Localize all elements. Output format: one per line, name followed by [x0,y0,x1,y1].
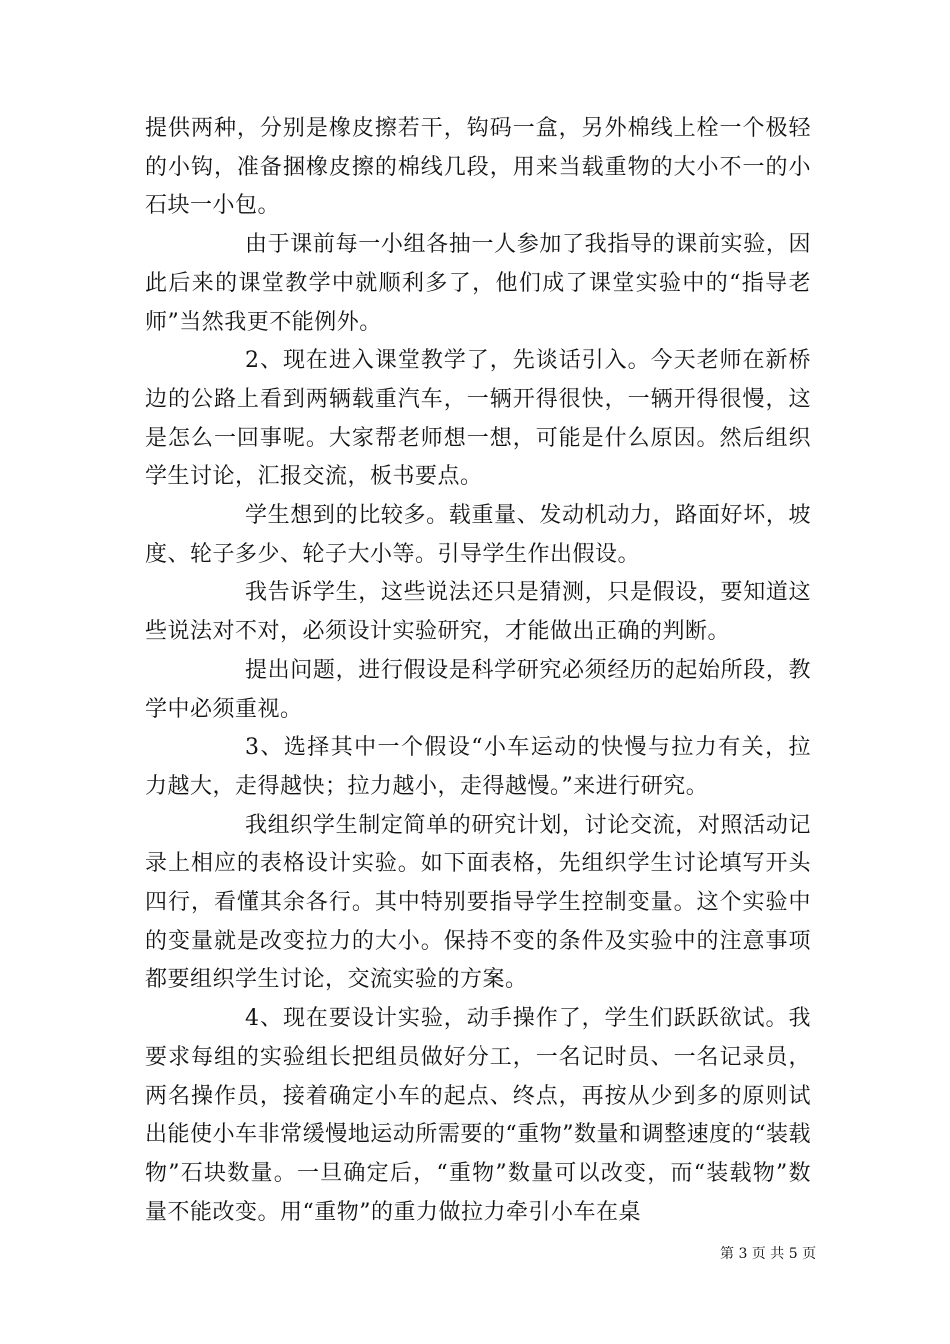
paragraph-4: 学生想到的比较多。载重量、发动机动力，路面好坏，坡度、轮子多少、轮子大小等。引导学生作出假设。 [145,503,811,567]
paragraph-3: 2、现在进入课堂教学了，先谈话引入。今天老师在新桥边的公路上看到两辆载重汽车，一辆开得很快，一辆开得很慢，这是怎么一回事呢。大家帮老师想一想，可能是什么原因。然后组织学生讨论，汇报交流，板书要点。 [145,348,811,490]
document-body [145,110,811,1232]
paragraph-6: 提出问题，进行假设是科学研究必须经历的起始所段，教学中必须重视。 [145,657,811,722]
paragraph-9: 4、现在要设计实验，动手操作了，学生们跃跃欲试。我要求每组的实验组长把组员做好分工，一名记时员、一名记录员，两名操作员，接着确定小车的起点、终点，再按从少到多的原则试出能使小车非常缓慢地运动所需要的“重物”数量和调整速度的“装载物”石块数量。一旦确定后，“重物”数量可以改变，而“装载物”数量不能改变。用“重物”的重力做拉力牵引小车在桌 [145,1006,811,1225]
page-number-footer: 第 3 页 共 5 页 [720,1246,817,1262]
paragraph-1: 提供两种，分别是橡皮擦若干，钩码一盒，另外棉线上栓一个极轻的小钩，准备捆橡皮擦的棉线几段，用来当载重物的大小不一的小石块一小包。 [145,116,811,219]
paragraph-5: 我告诉学生，这些说法还只是猜测，只是假设，要知道这些说法对不对，必须设计实验研究，才能做出正确的判断。 [145,580,811,645]
paragraph-7: 3、选择其中一个假设“小车运动的快慢与拉力有关，拉力越大，走得越快；拉力越小，走得越慢。”来进行研究。 [145,735,811,799]
paragraph-2: 由于课前每一小组各抽一人参加了我指导的课前实验，因此后来的课堂教学中就顺利多了，他们成了课堂实验中的“指导老师”当然我更不能例外。 [145,232,811,335]
paragraph-8: 我组织学生制定简单的研究计划，讨论交流，对照活动记录上相应的表格设计实验。如下面表格，先组织学生讨论填写开头四行，看懂其余各行。其中特别要指导学生控制变量。这个实验中的变量就是改变拉力的大小。保持不变的条件及实验中的注意事项都要组织学生讨论，交流实验的方案。 [145,812,811,993]
